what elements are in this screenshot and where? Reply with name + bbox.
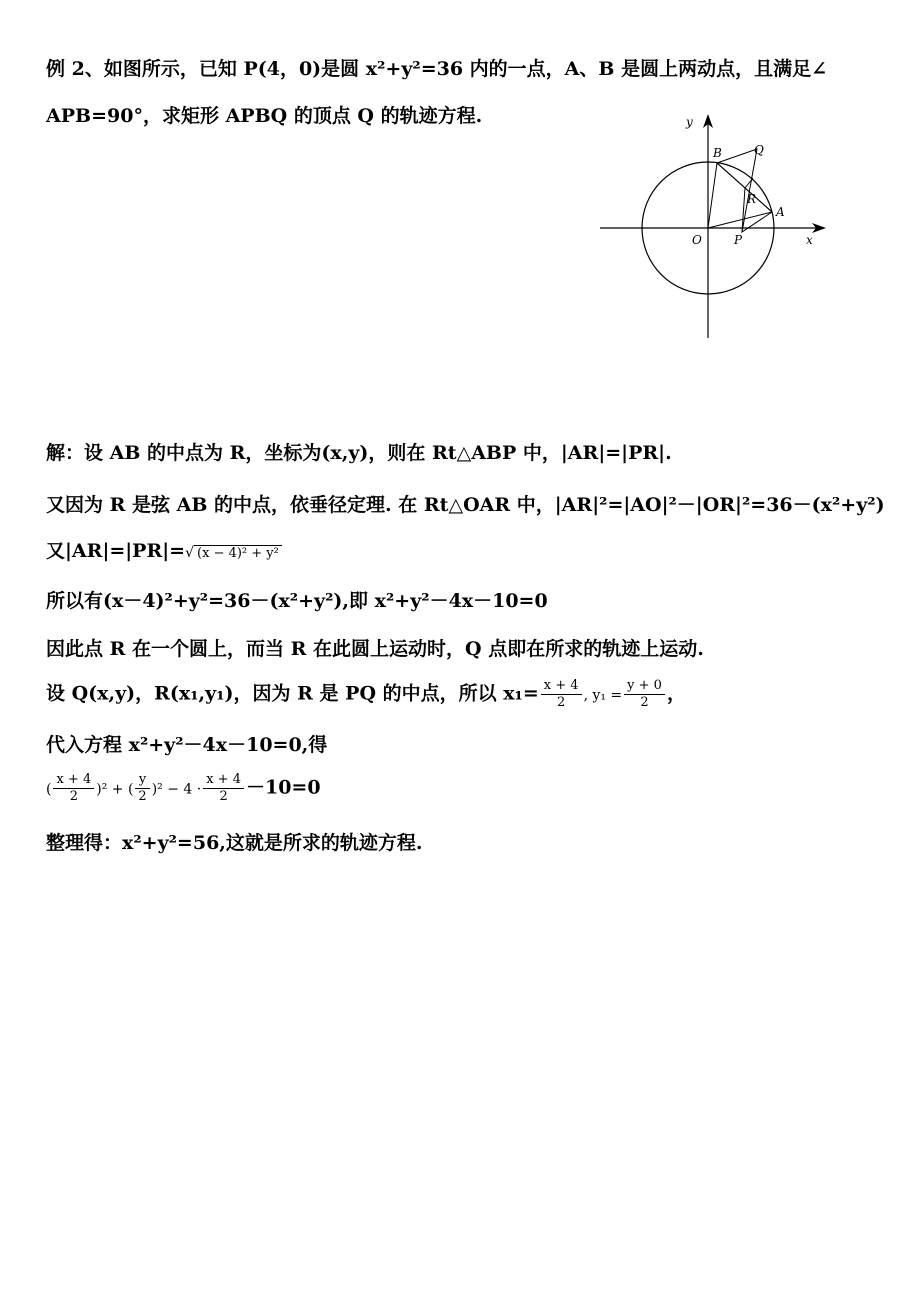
solution-line-1: 解：设 AB 的中点为 R，坐标为(x,y)，则在 Rt△ABP 中，|AR|=|PR|. bbox=[46, 442, 672, 464]
fraction-1: $\frac{x + 4}{2}$ bbox=[53, 772, 94, 805]
segment-ab bbox=[717, 163, 772, 212]
solution-line-6-mid: , y₁ = bbox=[583, 687, 623, 704]
solution-line-3-prefix: 又|AR|=|PR|= bbox=[46, 540, 186, 562]
fraction-x1: $\frac{x + 4}{2}$ bbox=[541, 678, 582, 711]
geometry-figure bbox=[596, 112, 846, 342]
label-o: O bbox=[692, 233, 702, 247]
label-x: x bbox=[806, 233, 813, 247]
fraction-2: $\frac{y}{2}$ bbox=[135, 772, 149, 805]
label-q: Q bbox=[754, 143, 764, 157]
solution-line-3: 又|AR|=|PR|=√ (x − 4)² + y² bbox=[46, 538, 282, 567]
solution-line-2: 又因为 R 是弦 AB 的中点，依垂径定理. 在 Rt△OAR 中，|AR|²=|AO|²－|OR|²=36－(x²+y²) bbox=[46, 494, 885, 516]
solution-line-6: 设 Q(x,y)，R(x₁,y₁)，因为 R 是 PQ 的中点，所以 x₁= $\frac{x + 4}{2}$ , y₁ = $\frac{y + 0}{2}$ ， bbox=[46, 678, 686, 710]
problem-line-1: 例 2、如图所示，已知 P(4，0)是圆 x²+y²=36 内的一点，A、B 是圆上两动点，且满足∠ bbox=[46, 58, 828, 80]
solution-line-6-prefix: 设 Q(x,y)，R(x₁,y₁)，因为 R 是 PQ 的中点，所以 x₁= bbox=[46, 682, 539, 705]
label-y: y bbox=[686, 115, 693, 129]
sqrt-expression: (x − 4)² + y² bbox=[194, 545, 282, 561]
problem-line-2: APB=90°，求矩形 APBQ 的顶点 Q 的轨迹方程. bbox=[46, 105, 483, 127]
fraction-3: $\frac{x + 4}{2}$ bbox=[203, 772, 244, 805]
solution-line-9: 整理得：x²+y²=56,这就是所求的轨迹方程. bbox=[46, 832, 423, 854]
solution-line-8: ( $\frac{x + 4}{2}$ )² + ( $\frac{y}{2}$ )² − 4 · $\frac{x + 4}{2}$ －10=0 bbox=[46, 772, 321, 804]
label-p: P bbox=[734, 233, 743, 247]
segment-oa bbox=[708, 212, 772, 228]
label-a: A bbox=[776, 205, 785, 219]
label-r: R bbox=[747, 192, 757, 206]
label-b: B bbox=[713, 146, 722, 160]
segment-r-bq bbox=[745, 178, 753, 188]
fraction-y1: $\frac{y + 0}{2}$ bbox=[624, 678, 665, 711]
solution-line-7: 代入方程 x²+y²－4x－10=0,得 bbox=[46, 734, 328, 756]
solution-line-4: 所以有(x－4)²+y²=36－(x²+y²),即 x²+y²－4x－10=0 bbox=[46, 590, 548, 612]
segment-ob bbox=[708, 163, 717, 228]
solution-line-5: 因此点 R 在一个圆上，而当 R 在此圆上运动时，Q 点即在所求的轨迹上运动. bbox=[46, 638, 704, 660]
